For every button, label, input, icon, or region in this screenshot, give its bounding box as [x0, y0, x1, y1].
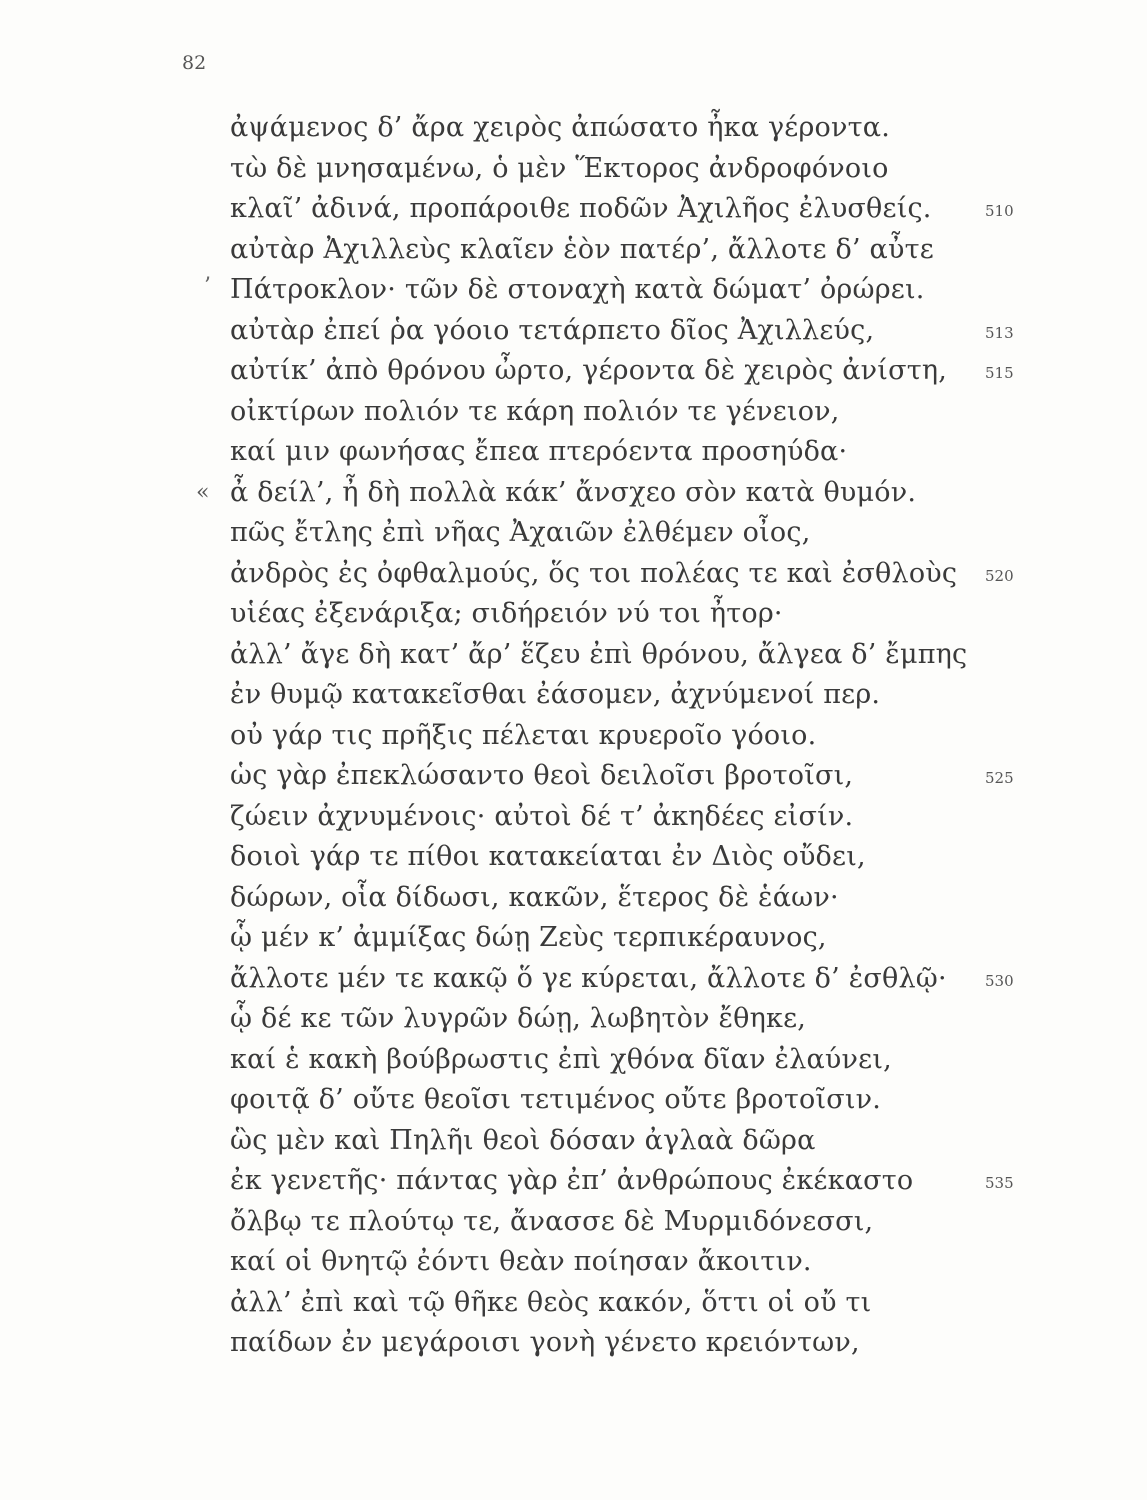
verse-line	[230, 797, 1110, 838]
verse-text: ᾧ μέν κ’ ἀμμίξας δώῃ Ζεὺς τερπικέραυνος,	[230, 922, 827, 953]
margin-tick-mark: ’	[204, 274, 211, 299]
verse-line	[230, 149, 1110, 190]
verse-text: ἐκ γενετῆς· πάντας γὰρ ἐπ’ ἀνθρώπους ἐκέκαστο	[230, 1165, 914, 1196]
verse-line	[230, 1121, 1110, 1162]
verse-line	[230, 1242, 1110, 1283]
line-number: 535	[985, 1174, 1014, 1192]
verse-line	[230, 1161, 1110, 1202]
verse-line	[230, 959, 1110, 1000]
verse-text: ἀλλ’ ἐπὶ καὶ τῷ θῆκε θεὸς κακόν, ὅττι οἱ οὔ τι	[230, 1286, 872, 1318]
verse-line	[230, 351, 1110, 392]
verse-line	[230, 756, 1110, 797]
verse-line	[230, 675, 1110, 716]
verse-text: ἀνδρὸς ἐς ὀφθαλμούς, ὅς τοι πολέας τε καὶ ἐσθλοὺς	[230, 557, 958, 589]
verse-line	[230, 189, 1110, 230]
verse-text: δοιοὶ γάρ τε πίθοι κατακείαται ἐν Διὸς οὔδει,	[230, 841, 866, 872]
verse-line	[230, 1040, 1110, 1081]
verse-line	[230, 594, 1110, 635]
verse-text: κλαῖ’ ἀδινά, προπάροιθε ποδῶν Ἀχιλῆος ἐλυσθείς.	[230, 193, 932, 224]
verse-text: ὣς μὲν καὶ Πηλῆι θεοὶ δόσαν ἀγλαὰ δῶρα	[230, 1124, 816, 1156]
verse-line	[230, 554, 1110, 595]
verse-block	[196, 108, 1110, 1364]
verse-text: ἆ δείλ’, ἦ δὴ πολλὰ κάκ’ ἄνσχεο σὸν κατὰ θυμόν.	[230, 476, 917, 508]
verse-line	[230, 918, 1110, 959]
page-number: 82	[182, 52, 207, 74]
verse-text: αὐτίκ’ ἀπὸ θρόνου ὦρτο, γέροντα δὲ χειρὸς ἀνίστη,	[230, 355, 947, 386]
verse-line	[204, 270, 1110, 311]
verse-text: καί μιν φωνήσας ἔπεα πτερόεντα προσηύδα·	[230, 436, 848, 467]
verse-text: καί οἱ θνητῷ ἐόντι θεὰν ποίησαν ἄκοιτιν.	[230, 1246, 812, 1277]
verse-line	[230, 513, 1110, 554]
line-number: 520	[985, 566, 1014, 585]
speech-open-mark: «	[196, 479, 210, 505]
verse-text: ζώειν ἀχνυμένοις· αὐτοὶ δέ τ’ ἀκηδέες εἰσίν.	[230, 800, 854, 832]
verse-line	[230, 1080, 1110, 1121]
verse-line	[230, 392, 1110, 433]
verse-text: ᾧ δέ κε τῶν λυγρῶν δώῃ, λωβητὸν ἔθηκε,	[230, 1003, 807, 1034]
verse-text: Πάτροκλον· τῶν δὲ στοναχὴ κατὰ δώματ’ ὀρώρει.	[230, 274, 925, 305]
verse-line	[230, 716, 1110, 757]
verse-text: ὡς γὰρ ἐπεκλώσαντο θεοὶ δειλοῖσι βροτοῖσι,	[230, 760, 854, 791]
verse-text: οἰκτίρων πολιόν τε κάρη πολιόν τε γένειον,	[230, 395, 840, 427]
verse-line	[230, 432, 1110, 473]
verse-text: υἱέας ἐξενάριξα; σιδήρειόν νύ τοι ἦτορ·	[230, 598, 783, 629]
line-number: 515	[985, 364, 1014, 382]
verse-line	[230, 230, 1110, 271]
verse-line	[230, 1283, 1110, 1324]
verse-text: ὄλβῳ τε πλούτῳ τε, ἄνασσε δὲ Μυρμιδόνεσσι,	[230, 1205, 874, 1237]
verse-line	[230, 1202, 1110, 1243]
verse-line	[230, 311, 1110, 352]
verse-text: ἀψάμενος δ’ ἄρα χειρὸς ἀπώσατο ἦκα γέροντα.	[230, 112, 890, 143]
verse-text: παίδων ἐν μεγάροισι γονὴ γένετο κρειόντων,	[230, 1327, 860, 1358]
verse-text: δώρων, οἷα δίδωσι, κακῶν, ἕτερος δὲ ἑάων·	[230, 881, 839, 913]
verse-text: ἐν θυμῷ κατακεῖσθαι ἐάσομεν, ἀχνύμενοί περ.	[230, 679, 881, 710]
verse-line	[230, 837, 1110, 878]
line-number: 525	[985, 769, 1014, 787]
line-number: 530	[985, 971, 1014, 990]
verse-text: φοιτᾷ δ’ οὔτε θεοῖσι τετιμένος οὔτε βροτοῖσιν.	[230, 1084, 882, 1115]
verse-line	[230, 635, 1110, 676]
verse-text: αὐτὰρ Ἀχιλλεὺς κλαῖεν ἑὸν πατέρ’, ἄλλοτε δ’ αὖτε	[230, 233, 934, 265]
verse-text: καί ἑ κακὴ βούβρωστις ἐπὶ χθόνα δῖαν ἐλαύνει,	[230, 1043, 892, 1075]
verse-line	[230, 999, 1110, 1040]
verse-text: πῶς ἔτλης ἐπὶ νῆας Ἀχαιῶν ἐλθέμεν οἶος,	[230, 517, 811, 548]
verse-line	[230, 108, 1110, 149]
verse-text: οὐ γάρ τις πρῆξις πέλεται κρυεροῖο γόοιο.	[230, 719, 817, 751]
verse-line	[230, 1323, 1110, 1364]
verse-text: ἄλλοτε μέν τε κακῷ ὅ γε κύρεται, ἄλλοτε δ’ ἐσθλῷ·	[230, 962, 947, 994]
line-number: 510	[985, 202, 1014, 220]
verse-line	[196, 473, 1110, 514]
line-number: 513	[985, 323, 1014, 342]
verse-text: ἀλλ’ ἄγε δὴ κατ’ ἄρ’ ἕζευ ἐπὶ θρόνου, ἄλγεα δ’ ἔμπης	[230, 638, 968, 670]
verse-line	[230, 878, 1110, 919]
verse-text: αὐτὰρ ἐπεί ῥα γόοιο τετάρπετο δῖος Ἀχιλλεύς,	[230, 314, 875, 346]
verse-text: τὼ δὲ μνησαμένω, ὁ μὲν Ἕκτορος ἀνδροφόνοιο	[230, 152, 889, 184]
